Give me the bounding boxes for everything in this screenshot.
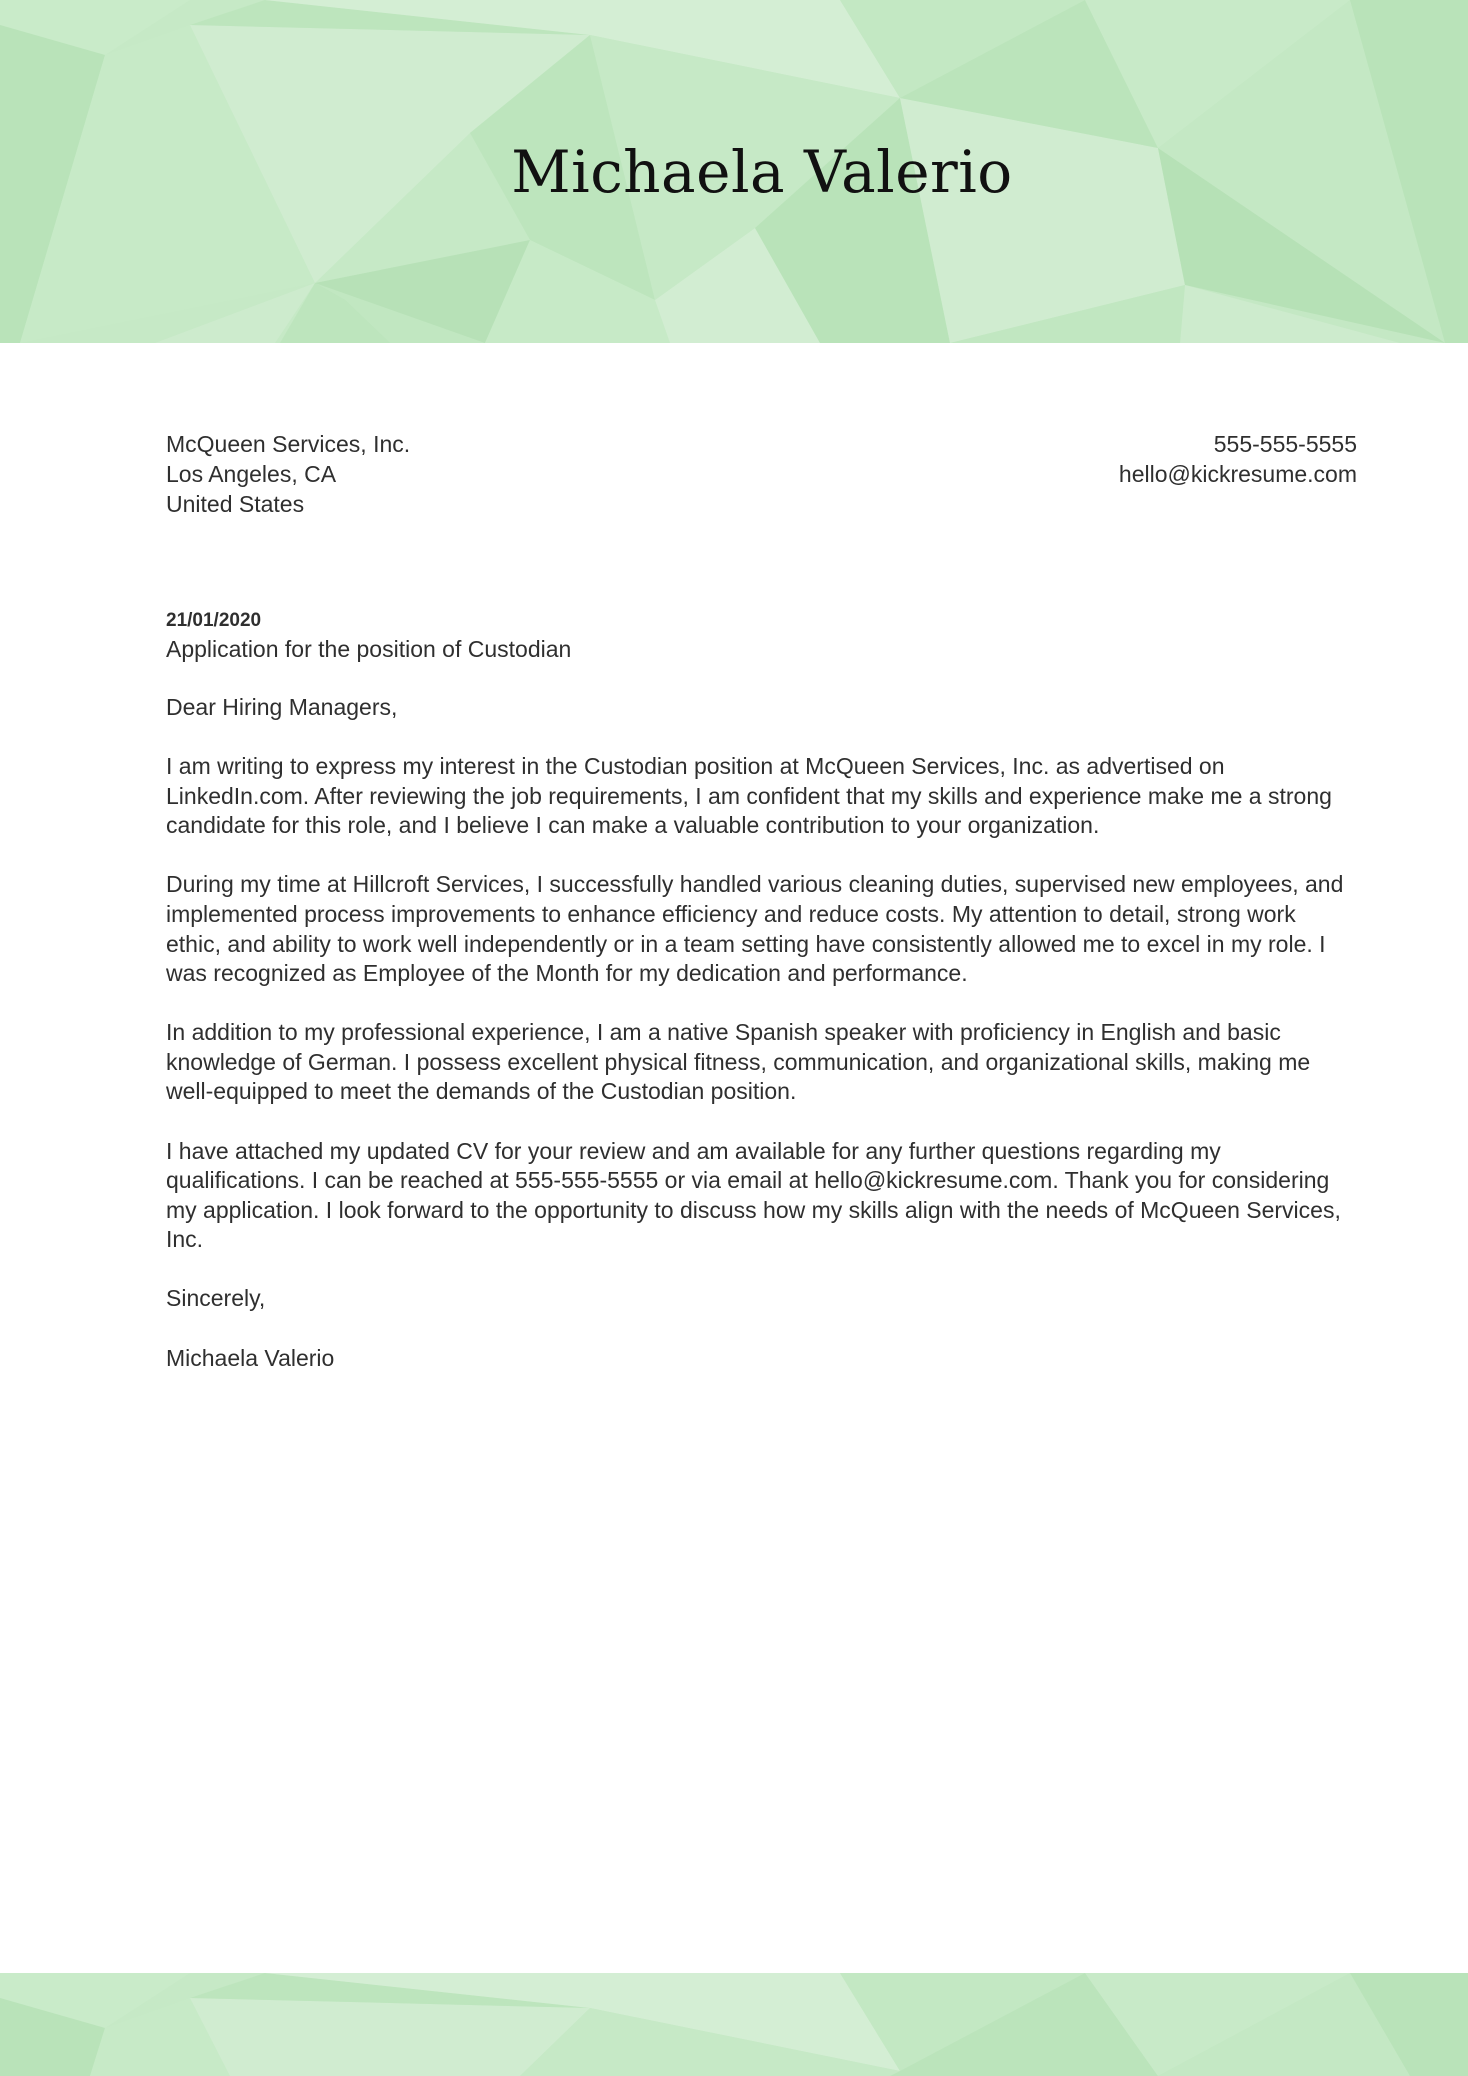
recipient-city-state: Los Angeles, CA (166, 461, 337, 487)
sender-email: hello@kickresume.com (1118, 461, 1357, 487)
sender-contact (797, 429, 1357, 489)
letter-paragraph: In addition to my professional experience, I am a native Spanish speaker with proficiency in English and basic knowledge of German. I possess excellent physical fitness, communication, and organizational skills, making me well-equipped to meet the demands of the Custodian position. (166, 1019, 1311, 1105)
letter-date: 21/01/2020 (166, 610, 262, 631)
letter-paragraph: I am writing to express my interest in the Custodian position at McQueen Services, Inc. as advertised on LinkedIn.com. After reviewing the job requirements, I am confident that my skills and experience make me a strong candidate for this role, and I believe I can make a valuable contribution to your organization. (166, 753, 1332, 839)
header-band (0, 0, 1468, 343)
recipient-company: McQueen Services, Inc. (166, 431, 411, 457)
letter-paragraph: I have attached my updated CV for your review and am available for any further questions regarding my qualifications. I can be reached at 555-555-5555 or via email at hello@kickresume.com. Thank you for considering my application. I look forward to the opportunity to discuss how my skills align with the needs of McQueen Services, Inc. (166, 1137, 1341, 1253)
letter-closing: Sincerely, (166, 1285, 266, 1312)
applicant-name: Michaela Valerio (511, 138, 1013, 206)
letter-salutation: Dear Hiring Managers, (166, 694, 398, 720)
letter-paragraph: During my time at Hillcroft Services, I successfully handled various cleaning duties, supervised new employees, and implemented process improvements to enhance efficiency and reduce costs. My attention to detail, strong work ethic, and ability to work well independently or in a team setting have consistently allowed me to excel in my role. I was recognized as Employee of the Month for my dedication and performance. (166, 871, 1344, 987)
letter-subject: Application for the position of Custodian (166, 636, 572, 662)
letter-signature: Michaela Valerio (166, 1344, 335, 1371)
recipient-country: United States (166, 491, 305, 517)
footer-geometric-pattern (0, 1973, 1468, 2076)
recipient-address (166, 429, 726, 519)
sender-phone: 555-555-5555 (1213, 431, 1357, 457)
letter-body (166, 608, 1356, 1403)
footer-band (0, 1973, 1468, 2076)
